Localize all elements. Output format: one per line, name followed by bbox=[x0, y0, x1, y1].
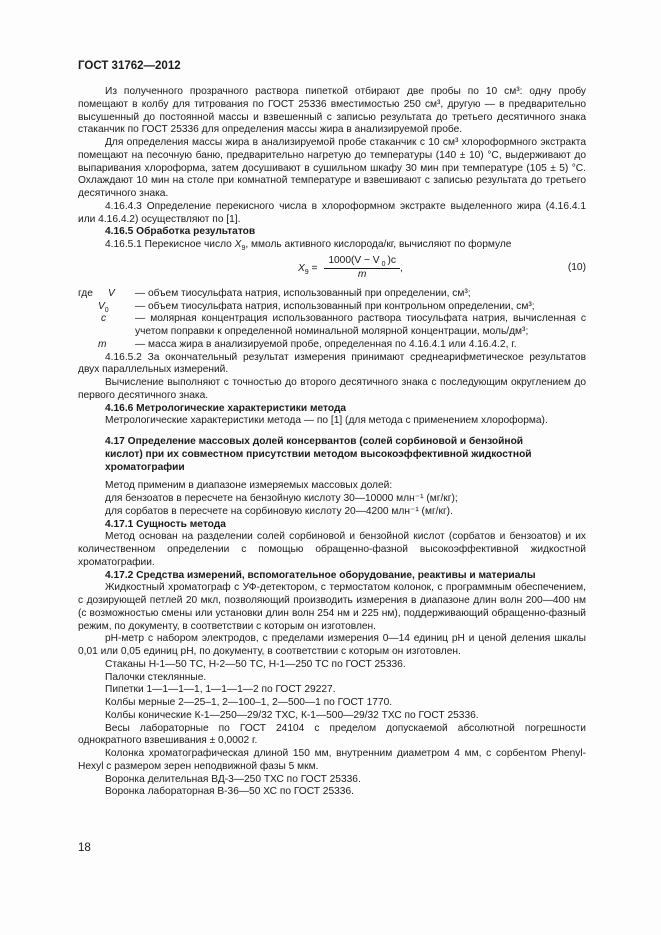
paragraph-formula-intro bbox=[78, 239, 586, 252]
symbol: c bbox=[101, 313, 107, 325]
formula-numerator: 1000(V − V $_0$ )c bbox=[324, 255, 400, 269]
section-heading-4-17: 4.17 Определение массовых долей консервантов (солей сорбиновой и бензойной кислот) при их совместном присутствии методом высокоэффективной жидкостной хроматографии bbox=[105, 436, 532, 473]
paragraph: Из полученного прозрачного раствора пипеткой отбирают две пробы по 10 см³: одну пробу помещают в колбу для титрования по ГОСТ 25336 вместимостью 250 см³, другую — в предварительно высушенный до постоянной массы и взвешенный с записью результата до третьего десятичного знака стаканчик по ГОСТ 25336 для определения массы жира в анализируемой пробе. bbox=[78, 86, 586, 136]
formula-fraction bbox=[324, 255, 400, 282]
legend-item-c bbox=[78, 313, 586, 339]
section-heading-4-16-6: 4.16.6 Метрологические характеристики метода bbox=[105, 402, 347, 414]
paragraph: Воронка лабораторная В-36—50 ХС по ГОСТ 25336. bbox=[105, 786, 354, 798]
text-fragment: , ммоль активного кислорода/кг, вычисляют по формуле bbox=[245, 239, 512, 250]
paragraph: Колбы конические К-1—250—29/32 ТХС, К-1—500—29/32 ТХС по ГОСТ 25336. bbox=[105, 709, 479, 721]
document-body bbox=[78, 86, 586, 799]
subscript: 9 bbox=[241, 245, 246, 253]
symbol: m bbox=[98, 338, 107, 350]
paragraph: Метод основан на разделении солей сорбиновой и бензойной кислот (сорбатов и бензоатов) и их количественном определении с помощью обращенно-фазной высокоэффективной жидкостной хроматографии. bbox=[78, 531, 586, 568]
paragraph: Для определения массы жира в анализируемой пробе стаканчик с 10 см³ хлороформного экстракта помещают на песочную баню, предварительно нагретую до температуры (140 ± 10) °С, выдерживают до выпаривания хлороформа, затем досушивают в сушильном шкафу 30 мин при температуре (105 ± 5) °С. Охлаждают 10 мин на столе при комнатной температуре и взвешивают с записью результата до третьего десятичного знака. bbox=[78, 137, 586, 199]
legend-item-v0 bbox=[78, 301, 586, 314]
subscript: 0 bbox=[104, 306, 109, 314]
legend-text: — масса жира в анализируемой пробе, определенная по 4.16.4.1 или 4.16.4.2, г. bbox=[135, 338, 517, 350]
paragraph: Воронка делительная ВД-3—250 ТХС по ГОСТ 25336. bbox=[105, 773, 361, 785]
paragraph: Метод применим в диапазоне измеряемых массовых долей: bbox=[105, 480, 393, 492]
legend-item-v bbox=[78, 288, 586, 301]
paragraph: для сорбатов в пересчете на сорбиновую кислоту 20—4200 млн⁻¹ (мг/кг). bbox=[105, 505, 453, 517]
section-heading-4-17-2: 4.17.2 Средства измерений, вспомогательное оборудование, реактивы и материалы bbox=[105, 569, 536, 581]
text-fragment: 4.16.5.1 Перекисное число bbox=[105, 239, 235, 250]
section-heading-4-17-1: 4.17.1 Сущность метода bbox=[105, 518, 226, 530]
subscript: 9 bbox=[304, 268, 309, 276]
formula-lhs: X bbox=[298, 262, 305, 274]
paragraph: Весы лабораторные по ГОСТ 24104 с пределом допускаемой абсолютной погрешности однократного взвешивания ± 0,0002 г. bbox=[78, 722, 586, 747]
paragraph: Жидкостный хроматограф с УФ-детектором, с термостатом колонок, с программным обеспечением, с дозирующей петлей 20 мкл, позволяющий производить измерения в диапазоне длин волн 200—400 нм (с возможностью смены или установки длин волн 254 нм и 225 нм), поддерживающий обращенно-фазный режим, по документу, в соответствии с которым он изготовлен. bbox=[78, 582, 586, 632]
formula-expression bbox=[298, 255, 403, 282]
formula-10 bbox=[78, 252, 586, 288]
symbol: X bbox=[234, 239, 242, 250]
paragraph: для бензоатов в пересчете на бензойную кислоту 30—10000 млн⁻¹ (мг/кг); bbox=[105, 493, 458, 504]
legend-item-m bbox=[78, 339, 586, 352]
legend-text: — объем тиосульфата натрия, использованный при определении, см³; bbox=[135, 287, 471, 299]
paragraph: Колонка хроматографическая длиной 150 мм, внутренним диаметром 4 мм, с сорбентом Phenyl-Hexyl с размером зерен неподвижной фазы 5 мкм. bbox=[78, 748, 586, 772]
formula-denominator: m bbox=[357, 268, 367, 280]
symbol: V bbox=[108, 287, 115, 299]
paragraph: Вычисление выполняют с точностью до второго десятичного знака с последующим округлением до первого десятичного знака. bbox=[78, 377, 586, 401]
page-number: 18 bbox=[78, 842, 91, 854]
formula-number: (10) bbox=[567, 261, 586, 273]
where-label: где bbox=[78, 287, 93, 299]
legend-text: — молярная концентрация использованного раствора тиосульфата натрия, вычисленная с учетом поправки к определенной номинальной молярной концентрации, моль/дм³; bbox=[135, 313, 586, 337]
document-header: ГОСТ 31762—2012 bbox=[78, 60, 181, 72]
legend-text: — объем тиосульфата натрия, использованный при контрольном определении, см³; bbox=[135, 300, 535, 312]
paragraph: Пипетки 1—1—1—1, 1—1—1—2 по ГОСТ 29227. bbox=[105, 684, 336, 696]
formula-punct: , bbox=[400, 262, 403, 274]
paragraph: Метрологические характеристики метода — по [1] (для метода с применением хлороформа). bbox=[105, 415, 548, 427]
paragraph: Стаканы Н-1—50 ТС, Н-2—50 ТС, Н-1—250 ТС по ГОСТ 25336. bbox=[105, 658, 406, 670]
symbol: V bbox=[98, 300, 105, 312]
paragraph: Колбы мерные 2—25–1, 2—100–1, 2—500—1 по ГОСТ 1770. bbox=[105, 697, 393, 708]
paragraph: рН-метр с набором электродов, с пределами измерения 0—14 единиц рН и ценой деления шкалы 0,01 или 0,05 единиц рН, по документу, в соответствии с которым он изготовлен. bbox=[78, 633, 586, 657]
paragraph: Палочки стеклянные. bbox=[105, 671, 207, 683]
section-heading-4-16-5: 4.16.5 Обработка результатов bbox=[105, 226, 256, 238]
paragraph: 4.16.4.3 Определение перекисного числа в хлороформном экстракте выделенного жира (4.16.4.1 или 4.16.4.2) осуществляют по [1]. bbox=[78, 200, 586, 225]
equals-sign: = bbox=[308, 262, 321, 274]
paragraph: 4.16.5.2 За окончательный результат измерения принимают среднеарифметическое результатов двух параллельных измерений. bbox=[78, 351, 586, 376]
